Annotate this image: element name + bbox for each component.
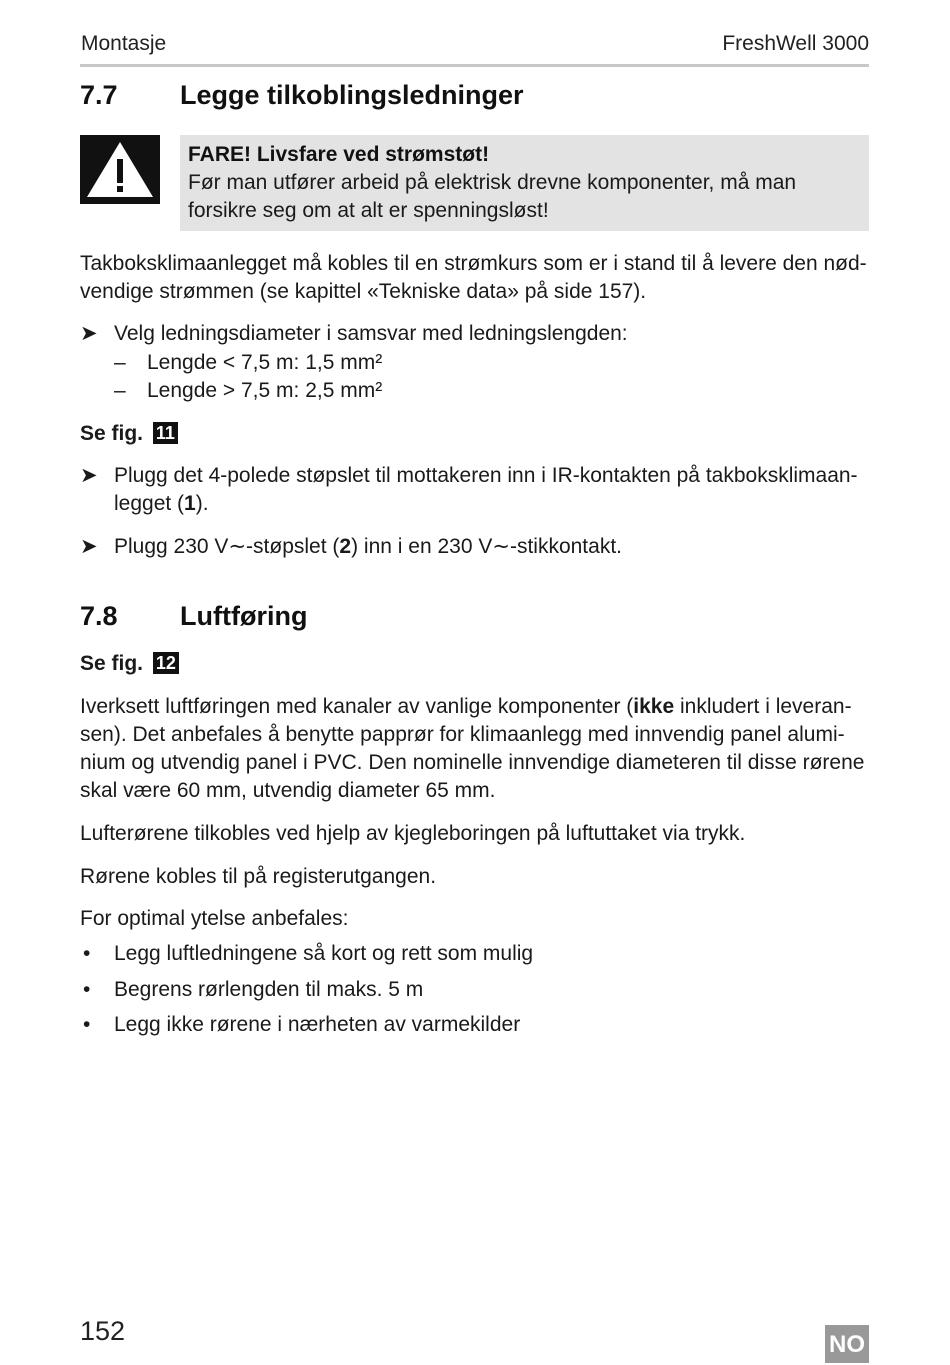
language-badge: NO xyxy=(825,1325,869,1363)
figure-number-badge: 12 xyxy=(153,652,179,674)
arrow-marker-icon: ➤ xyxy=(80,464,98,487)
paragraph-line: Iverksett luftføringen med kanaler av vanlige komponenter (ikke inkludert i leveran- xyxy=(80,695,852,718)
page-header xyxy=(80,30,869,67)
bullet-text: Legg luftledningene så kort og rett som mulig xyxy=(114,942,534,965)
item-reference-number: 1 xyxy=(184,492,196,515)
dash-marker: – xyxy=(114,379,126,402)
figure-number-badge: 11 xyxy=(153,422,178,444)
section-number: 7.7 xyxy=(80,80,118,110)
section-title: Legge tilkoblingsledninger xyxy=(180,80,524,110)
section-title: Luftføring xyxy=(180,601,308,631)
duct-paragraph xyxy=(80,693,869,805)
intro-paragraph xyxy=(80,250,869,306)
emphasis-text: ikke xyxy=(633,695,675,718)
step-text: Velg ledningsdiameter i samsvar med ledningslengden: xyxy=(114,322,628,345)
list-item-text: Lengde > 7,5 m: 2,5 mm² xyxy=(147,379,383,402)
paragraph: Lufterørene tilkobles ved hjelp av kjegleboringen på luftuttaket via trykk. xyxy=(80,822,746,845)
paragraph-line: sen). Det anbefales å benytte papprør for klimaanlegg med innvendig panel alumi- xyxy=(80,723,845,746)
figure-reference xyxy=(80,650,179,678)
figure-reference-label: Se fig. xyxy=(80,652,144,675)
bullet-text: Begrens rørlengden til maks. 5 m xyxy=(114,978,424,1001)
ac-tilde-icon: ∼ xyxy=(492,535,510,558)
warning-triangle-icon xyxy=(80,135,160,204)
page-number: 152 xyxy=(80,1316,126,1346)
dash-marker: – xyxy=(114,351,126,374)
step-text xyxy=(114,462,874,518)
warning-line: forsikre seg om at alt er spenningsløst! xyxy=(188,199,549,222)
step-line: legget (1). xyxy=(114,492,209,515)
bullet-text: Legg ikke rørene i nærheten av varmekilder xyxy=(114,1013,521,1036)
manual-page xyxy=(80,0,869,1365)
figure-reference-label: Se fig. xyxy=(80,422,144,445)
header-product: FreshWell 3000 xyxy=(722,32,869,55)
danger-warning-box xyxy=(180,135,869,231)
list-item-text: Lengde < 7,5 m: 1,5 mm² xyxy=(147,351,383,374)
paragraph-line: vendige strømmen (se kapittel «Tekniske data» på side 157). xyxy=(80,280,647,303)
step-line: Plugg det 4-polede støpslet til mottakeren inn i IR-kontakten på takboksklimaan- xyxy=(114,464,858,487)
bullet-marker: • xyxy=(83,942,91,965)
step-text xyxy=(114,533,874,561)
paragraph-line: nium og utvendig panel i PVC. Den nominelle innvendige diameteren til disse rørene xyxy=(80,751,865,774)
paragraph-line: Takboksklimaanlegget må kobles til en strømkurs som er i stand til å levere den nød- xyxy=(80,252,867,275)
ac-tilde-icon: ∼ xyxy=(228,535,247,558)
section-number: 7.8 xyxy=(80,601,118,631)
step-line: Plugg 230 V∼-støpslet (2) inn i en 230 V∼-stikkontakt. xyxy=(114,535,622,558)
bullet-marker: • xyxy=(83,978,91,1001)
header-chapter: Montasje xyxy=(81,32,167,55)
figure-reference xyxy=(80,420,178,448)
paragraph-line: skal være 60 mm, utvendig diameter 65 mm. xyxy=(80,779,496,802)
arrow-marker-icon: ➤ xyxy=(80,535,98,558)
warning-title: FARE! Livsfare ved strømstøt! xyxy=(188,143,490,166)
paragraph: For optimal ytelse anbefales: xyxy=(80,907,349,930)
paragraph: Rørene kobles til på registerutgangen. xyxy=(80,865,437,888)
item-reference-number: 2 xyxy=(339,535,352,558)
warning-line: Før man utfører arbeid på elektrisk drevne komponenter, må man xyxy=(188,171,797,194)
warning-text xyxy=(188,169,848,225)
arrow-marker-icon: ➤ xyxy=(80,322,98,345)
bullet-marker: • xyxy=(83,1013,91,1036)
